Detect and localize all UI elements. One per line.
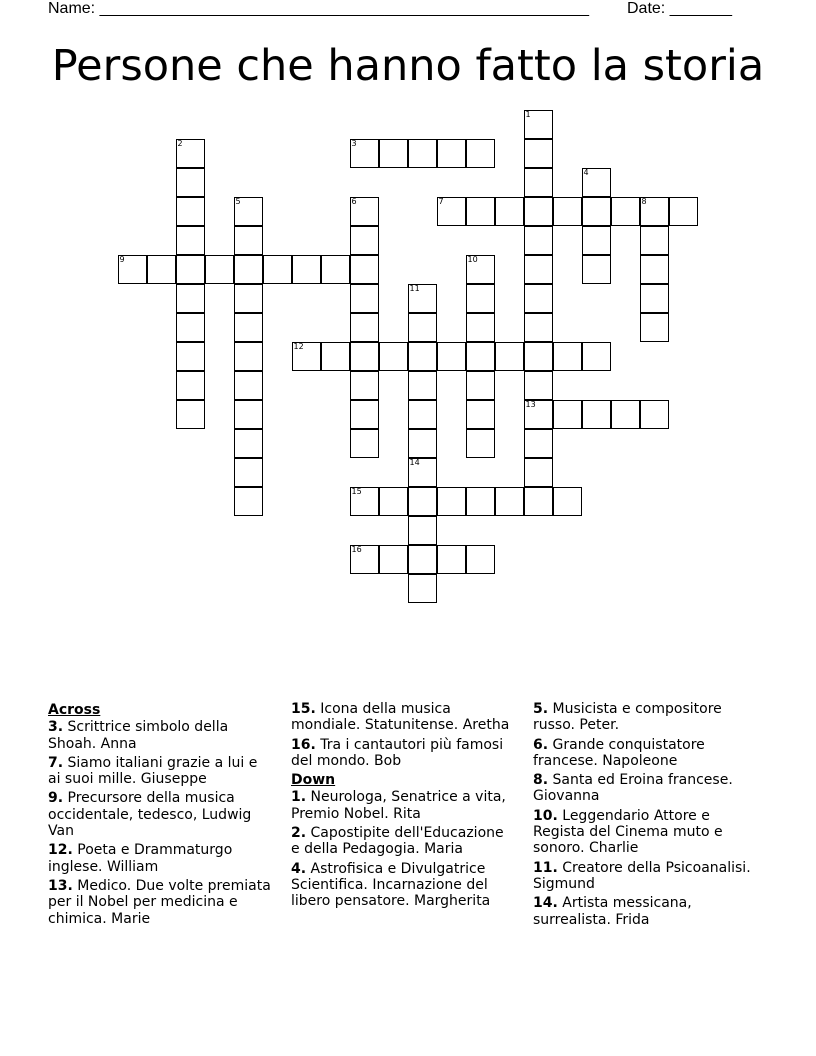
grid-cell[interactable] bbox=[350, 545, 379, 574]
grid-cell[interactable] bbox=[234, 371, 263, 400]
grid-cell[interactable] bbox=[350, 284, 379, 313]
grid-cell[interactable] bbox=[176, 313, 205, 342]
grid-cell[interactable] bbox=[466, 371, 495, 400]
clue-text: Precursore della musica occidentale, tedesco, Ludwig Van bbox=[48, 790, 252, 840]
grid-cell[interactable] bbox=[524, 110, 553, 139]
clue-number-label: 7 bbox=[438, 197, 444, 206]
grid-cell[interactable] bbox=[466, 255, 495, 284]
grid-cell[interactable] bbox=[234, 255, 263, 284]
grid-cell[interactable] bbox=[437, 545, 466, 574]
clue-number-label: 15 bbox=[351, 487, 362, 496]
grid-cell[interactable] bbox=[321, 342, 350, 371]
clue-text: Poeta e Drammaturgo inglese. William bbox=[48, 842, 233, 875]
grid-cell[interactable] bbox=[553, 487, 582, 516]
clue-down-1 bbox=[291, 789, 511, 822]
grid-cell[interactable] bbox=[350, 313, 379, 342]
grid-cell[interactable] bbox=[350, 400, 379, 429]
clue-number-label: 11 bbox=[409, 284, 420, 293]
grid-cell[interactable] bbox=[408, 458, 437, 487]
grid-cell[interactable] bbox=[234, 197, 263, 226]
grid-cell[interactable] bbox=[466, 139, 495, 168]
grid-cell[interactable] bbox=[234, 429, 263, 458]
grid-cell[interactable] bbox=[466, 342, 495, 371]
grid-cell[interactable] bbox=[611, 197, 640, 226]
grid-cell[interactable] bbox=[408, 574, 437, 603]
clue-number: 11. bbox=[533, 859, 558, 876]
grid-cell[interactable] bbox=[350, 226, 379, 255]
grid-cell[interactable] bbox=[466, 284, 495, 313]
clue-down-5 bbox=[533, 701, 763, 734]
clue-across-3 bbox=[48, 719, 272, 752]
clue-number: 9. bbox=[48, 790, 64, 807]
grid-cell[interactable] bbox=[524, 197, 553, 226]
clue-number: 8. bbox=[533, 772, 549, 789]
grid-cell[interactable] bbox=[553, 342, 582, 371]
grid-cell[interactable] bbox=[350, 342, 379, 371]
clue-text: Scrittrice simbolo della Shoah. Anna bbox=[48, 719, 229, 752]
clue-number-label: 10 bbox=[467, 255, 478, 264]
clue-text: Astrofisica e Divulgatrice Scientifica. Incarnazione del libero pensatore. Margherita bbox=[291, 860, 491, 910]
grid-cell[interactable] bbox=[524, 284, 553, 313]
grid-cell[interactable] bbox=[466, 487, 495, 516]
clue-text: Artista messicana, surrealista. Frida bbox=[533, 895, 692, 928]
clue-down-11 bbox=[533, 860, 763, 893]
grid-cell[interactable] bbox=[176, 139, 205, 168]
grid-cell[interactable] bbox=[234, 487, 263, 516]
clue-down-10 bbox=[533, 808, 763, 857]
grid-cell[interactable] bbox=[234, 400, 263, 429]
grid-cell[interactable] bbox=[176, 226, 205, 255]
grid-cell[interactable] bbox=[379, 139, 408, 168]
clues-column-3 bbox=[533, 701, 763, 931]
grid-cell[interactable] bbox=[292, 255, 321, 284]
clue-number-label: 4 bbox=[583, 168, 589, 177]
grid-cell[interactable] bbox=[408, 371, 437, 400]
grid-cell[interactable] bbox=[408, 342, 437, 371]
down-heading: Down bbox=[291, 772, 336, 789]
grid-cell[interactable] bbox=[582, 400, 611, 429]
grid-cell[interactable] bbox=[466, 197, 495, 226]
clue-across-7 bbox=[48, 755, 272, 788]
grid-cell[interactable] bbox=[234, 342, 263, 371]
grid-cell[interactable] bbox=[379, 487, 408, 516]
clue-down-4 bbox=[291, 861, 511, 910]
grid-cell[interactable] bbox=[640, 226, 669, 255]
grid-cell[interactable] bbox=[524, 487, 553, 516]
grid-cell[interactable] bbox=[524, 400, 553, 429]
grid-cell[interactable] bbox=[205, 255, 234, 284]
clue-across-16 bbox=[291, 737, 511, 770]
clue-number: 15. bbox=[291, 701, 316, 717]
grid-cell[interactable] bbox=[466, 545, 495, 574]
grid-cell[interactable] bbox=[292, 342, 321, 371]
grid-cell[interactable] bbox=[379, 545, 408, 574]
grid-cell[interactable] bbox=[350, 255, 379, 284]
grid-cell[interactable] bbox=[640, 313, 669, 342]
page-title: Persone che hanno fatto la storia bbox=[51, 41, 765, 91]
clue-text: Creatore della Psicoanalisi. Sigmund bbox=[533, 859, 751, 892]
clue-number-label: 5 bbox=[235, 197, 241, 206]
grid-cell[interactable] bbox=[147, 255, 176, 284]
grid-cell[interactable] bbox=[234, 226, 263, 255]
grid-cell[interactable] bbox=[437, 139, 466, 168]
clue-number-label: 6 bbox=[351, 197, 357, 206]
grid-cell[interactable] bbox=[437, 487, 466, 516]
clue-text: Siamo italiani grazie a lui e ai suoi mille. Giuseppe bbox=[48, 754, 258, 788]
clue-text: Icona della musica mondiale. Statunitense. Aretha bbox=[291, 701, 510, 734]
clue-down-6 bbox=[533, 737, 763, 770]
clue-across-9 bbox=[48, 790, 272, 839]
date-field-label: Date: _______ bbox=[627, 0, 732, 17]
clue-number-label: 16 bbox=[351, 545, 362, 554]
grid-cell[interactable] bbox=[524, 168, 553, 197]
clue-number: 10. bbox=[533, 807, 558, 824]
clue-number-label: 9 bbox=[119, 255, 125, 264]
clue-text: Capostipite dell'Educazione e della Pedagogia. Maria bbox=[291, 825, 504, 858]
clue-number-label: 8 bbox=[641, 197, 647, 206]
grid-cell[interactable] bbox=[176, 284, 205, 313]
grid-cell[interactable] bbox=[582, 226, 611, 255]
clue-number-label: 2 bbox=[177, 139, 183, 148]
across-heading: Across bbox=[48, 702, 101, 718]
grid-cell[interactable] bbox=[524, 371, 553, 400]
clue-text: Grande conquistatore francese. Napoleone bbox=[533, 736, 705, 769]
clue-number: 5. bbox=[533, 701, 549, 717]
grid-cell[interactable] bbox=[640, 255, 669, 284]
grid-cell[interactable] bbox=[408, 284, 437, 313]
grid-cell[interactable] bbox=[582, 197, 611, 226]
grid-cell[interactable] bbox=[263, 255, 292, 284]
grid-cell[interactable] bbox=[524, 458, 553, 487]
grid-cell[interactable] bbox=[495, 197, 524, 226]
clue-text: Medico. Due volte premiata per il Nobel per medicina e chimica. Marie bbox=[48, 877, 271, 927]
clue-across-12 bbox=[48, 842, 272, 875]
grid-cell[interactable] bbox=[611, 400, 640, 429]
grid-cell[interactable] bbox=[408, 545, 437, 574]
grid-cell[interactable] bbox=[582, 342, 611, 371]
grid-cell[interactable] bbox=[669, 197, 698, 226]
grid-cell[interactable] bbox=[176, 197, 205, 226]
clue-number: 14. bbox=[533, 895, 558, 912]
grid-cell[interactable] bbox=[524, 226, 553, 255]
grid-cell[interactable] bbox=[350, 371, 379, 400]
grid-cell[interactable] bbox=[582, 255, 611, 284]
grid-cell[interactable] bbox=[408, 139, 437, 168]
clue-number: 13. bbox=[48, 877, 73, 894]
clues-column-2 bbox=[291, 701, 511, 913]
grid-cell[interactable] bbox=[640, 197, 669, 226]
grid-cell[interactable] bbox=[379, 342, 408, 371]
clue-number-label: 12 bbox=[293, 342, 304, 351]
grid-cell[interactable] bbox=[118, 255, 147, 284]
grid-cell[interactable] bbox=[176, 342, 205, 371]
grid-cell[interactable] bbox=[524, 255, 553, 284]
grid-cell[interactable] bbox=[176, 400, 205, 429]
grid-cell[interactable] bbox=[408, 313, 437, 342]
clue-text: Leggendario Attore e Regista del Cinema muto e sonoro. Charlie bbox=[533, 807, 723, 857]
clue-across-15 bbox=[291, 701, 511, 734]
grid-cell[interactable] bbox=[408, 429, 437, 458]
clue-number-label: 14 bbox=[409, 458, 420, 467]
clues-column-1 bbox=[48, 701, 272, 930]
grid-cell[interactable] bbox=[350, 197, 379, 226]
clue-number: 16. bbox=[291, 736, 316, 753]
grid-cell[interactable] bbox=[176, 255, 205, 284]
grid-cell[interactable] bbox=[553, 197, 582, 226]
clue-text: Santa ed Eroina francese. Giovanna bbox=[533, 772, 733, 805]
clue-number: 7. bbox=[48, 754, 64, 771]
clue-down-8 bbox=[533, 772, 763, 805]
grid-cell[interactable] bbox=[176, 168, 205, 197]
clue-number: 3. bbox=[48, 719, 64, 736]
grid-cell[interactable] bbox=[234, 458, 263, 487]
grid-cell[interactable] bbox=[524, 313, 553, 342]
grid-cell[interactable] bbox=[640, 284, 669, 313]
clue-number-label: 13 bbox=[525, 400, 536, 409]
grid-cell[interactable] bbox=[350, 429, 379, 458]
clue-text: Neurologa, Senatrice a vita, Premio Nobel. Rita bbox=[291, 789, 506, 822]
clue-number: 1. bbox=[291, 789, 307, 806]
clue-down-2 bbox=[291, 825, 511, 858]
clue-number: 12. bbox=[48, 842, 73, 859]
grid-cell[interactable] bbox=[321, 255, 350, 284]
grid-cell[interactable] bbox=[176, 371, 205, 400]
clue-number: 6. bbox=[533, 736, 549, 753]
clue-number-label: 3 bbox=[351, 139, 357, 148]
grid-cell[interactable] bbox=[466, 313, 495, 342]
grid-cell[interactable] bbox=[524, 342, 553, 371]
grid-cell[interactable] bbox=[524, 139, 553, 168]
clue-across-13 bbox=[48, 878, 272, 927]
grid-cell[interactable] bbox=[553, 400, 582, 429]
grid-cell[interactable] bbox=[495, 487, 524, 516]
grid-cell[interactable] bbox=[234, 313, 263, 342]
clue-number-label: 1 bbox=[525, 110, 531, 119]
grid-cell[interactable] bbox=[437, 197, 466, 226]
grid-cell[interactable] bbox=[437, 342, 466, 371]
name-field-label: Name: _______________________________________________________ bbox=[48, 0, 589, 17]
clue-text: Tra i cantautori più famosi del mondo. Bob bbox=[291, 736, 504, 769]
grid-cell[interactable] bbox=[408, 400, 437, 429]
grid-cell[interactable] bbox=[466, 429, 495, 458]
grid-cell[interactable] bbox=[640, 400, 669, 429]
grid-cell[interactable] bbox=[466, 400, 495, 429]
grid-cell[interactable] bbox=[408, 516, 437, 545]
grid-cell[interactable] bbox=[495, 342, 524, 371]
clue-down-14 bbox=[533, 895, 763, 928]
clue-number: 4. bbox=[291, 860, 307, 877]
grid-cell[interactable] bbox=[350, 487, 379, 516]
grid-cell[interactable] bbox=[350, 139, 379, 168]
clue-number: 2. bbox=[291, 825, 307, 842]
grid-cell[interactable] bbox=[582, 168, 611, 197]
grid-cell[interactable] bbox=[234, 284, 263, 313]
clue-text: Musicista e compositore russo. Peter. bbox=[533, 701, 722, 734]
grid-cell[interactable] bbox=[524, 429, 553, 458]
grid-cell[interactable] bbox=[408, 487, 437, 516]
